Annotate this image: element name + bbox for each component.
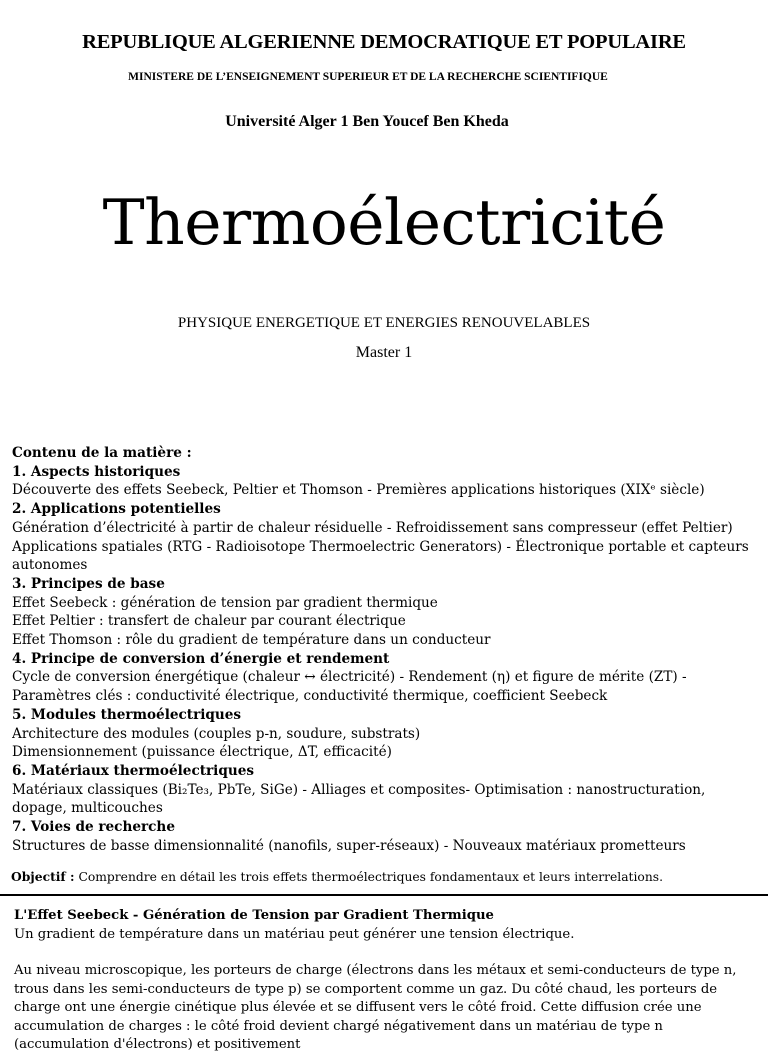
section-title-3: 3. Principes de base [12,575,165,592]
section-1-line-1: Découverte des effets Seebeck, Peltier et Thomson - Premières applications historiques (XIXᵉ siècle) [12,482,705,499]
seebeck-title: L'Effet Seebeck - Génération de Tension par Gradient Thermique [14,908,494,923]
header-university: Université Alger 1 Ben Youcef Ben Kheda [225,113,509,130]
section-3-line-1: Effet Seebeck : génération de tension par gradient thermique [12,594,438,611]
seebeck-paragraph: Au niveau microscopique, les porteurs de charge (électrons dans les métaux et semi-conducteurs de type n, trous dans les semi-conducteurs de type p) se comportent comme un gaz. Du côté chaud, les porteurs de charge ont une énergie cinétique plus élevée et se diffusent vers le côté froid. Cette diffusion crée une accumulation de charges : le côté froid devient chargé négativement dans un matériau de type n (accumulation d'électrons) et positivement [14,963,737,1052]
objective-label: Objectif : [11,869,75,884]
section-divider [0,894,768,896]
contents-heading: Contenu de la matière : [12,445,192,461]
section-title-4: 4. Principe de conversion d’énergie et rendement [12,650,390,667]
section-title-6: 6. Matériaux thermoélectriques [12,762,255,779]
objective [11,869,761,884]
header-republic: REPUBLIQUE ALGERIENNE DEMOCRATIQUE ET POPULAIRE [82,31,686,53]
section-3-line-2: Effet Peltier : transfert de chaleur par courant électrique [12,613,406,630]
section-5-line-2: Dimensionnement (puissance électrique, ΔT, efficacité) [12,744,392,761]
header-ministry: MINISTERE DE L’ENSEIGNEMENT SUPERIEUR ET DE LA RECHERCHE SCIENTIFIQUE [128,71,608,83]
program-name: PHYSIQUE ENERGETIQUE ET ENERGIES RENOUVELABLES [177,315,591,331]
section-title-2: 2. Applications potentielles [12,501,221,518]
objective-text: Comprendre en détail les trois effets thermoélectriques fondamentaux et leurs interrelations. [74,870,663,884]
paragraph-gap [14,944,754,962]
course-contents [12,444,754,855]
section-title-7: 7. Voies de recherche [12,819,175,836]
document-title: Thermoélectricité [102,186,666,259]
section-6-line-1: Matériaux classiques (Bi₂Te₃, PbTe, SiGe) - Alliages et composites- Optimisation : nanostructuration, dopage, multicouches [12,781,706,817]
section-title-1: 1. Aspects historiques [12,463,181,480]
seebeck-intro: Un gradient de température dans un matériau peut générer une tension électrique. [14,926,575,942]
section-5-line-1: Architecture des modules (couples p-n, soudure, substrats) [12,725,421,742]
section-title-5: 5. Modules thermoélectriques [12,706,242,723]
section-4-line-1: Cycle de conversion énergétique (chaleur ↔ électricité) - Rendement (η) et figure de mérite (ZT) - [12,669,687,686]
section-2-line-1: Génération d’électricité à partir de chaleur résiduelle - Refroidissement sans compresseur (effet Peltier) [12,519,733,536]
section-4-line-2: Paramètres clés : conductivité électrique, conductivité thermique, coefficient Seebeck [12,688,608,705]
section-3-line-3: Effet Thomson : rôle du gradient de température dans un conducteur [12,632,491,649]
section-2-line-2: Applications spatiales (RTG - Radioisotope Thermoelectric Generators) - Électronique portable et capteurs autonomes [12,538,749,574]
study-level: Master 1 [355,344,413,361]
section-7-line-1: Structures de basse dimensionnalité (nanofils, super-réseaux) - Nouveaux matériaux prometteurs [12,837,686,854]
seebeck-section [14,907,754,1055]
